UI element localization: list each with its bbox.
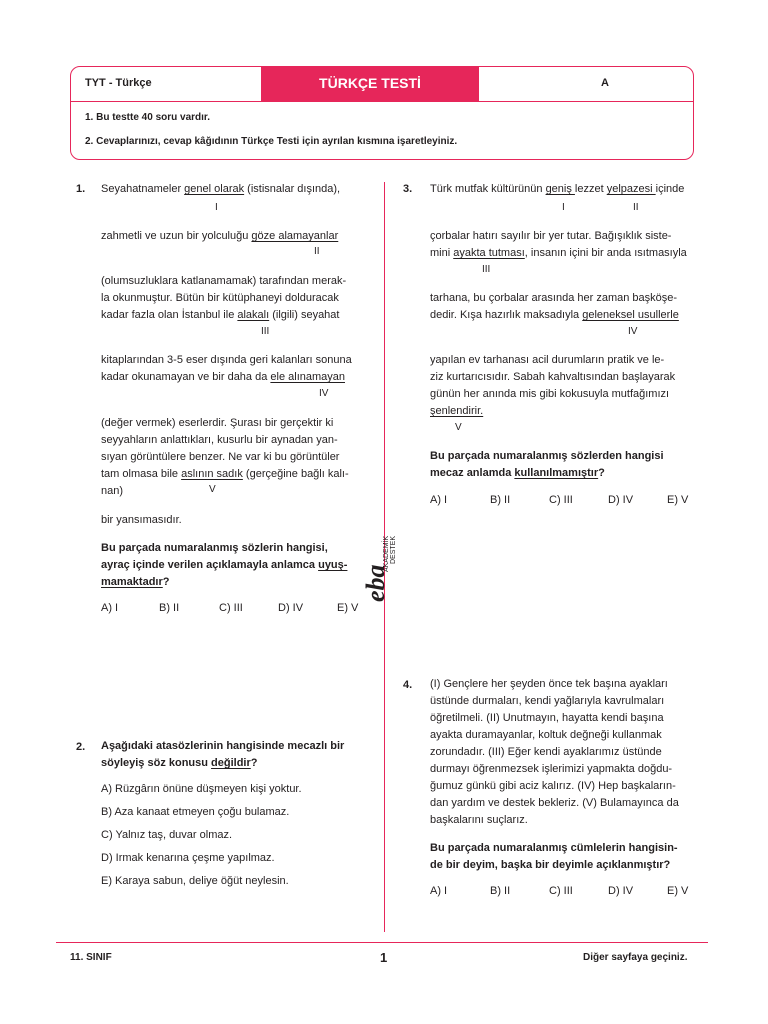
q3-line: tarhana, bu çorbalar arasında her zaman başköşe- xyxy=(430,292,678,304)
roman-numeral: III xyxy=(261,326,270,337)
q1-line: sıyan görüntülere benzer. Ne var ki bu görüntüler xyxy=(101,451,340,463)
answer-option[interactable]: E) V xyxy=(667,885,689,897)
answer-option[interactable]: E) Karaya sabun, deliye öğüt neylesin. xyxy=(101,875,289,887)
q1-line: la okunmuştur. Bütün bir kütüphaneyi dolduracak xyxy=(101,292,339,304)
roman-numeral: II xyxy=(314,246,320,257)
roman-numeral: V xyxy=(455,422,462,433)
question-number: 2. xyxy=(76,741,86,753)
q3-line: şenlendirir. xyxy=(430,405,484,417)
answer-option[interactable]: D) IV xyxy=(608,885,634,897)
q1-stem: Bu parçada numaralanmış sözlerin hangisi, xyxy=(101,542,328,554)
q3-line: Türk mutfak kültürünün geniş lezzet yelpazesi içinde xyxy=(430,183,685,195)
q1-line: (değer vermek) eserlerdir. Şurası bir gerçektir ki xyxy=(101,417,334,429)
answer-option[interactable]: C) III xyxy=(549,494,573,506)
roman-numeral: IV xyxy=(319,388,329,399)
q1-line: kitaplarından 3-5 eser dışında geri kalanları sonuna xyxy=(101,354,352,366)
logo-line-2: DESTEK xyxy=(390,535,397,564)
q1-line: bir yansımasıdır. xyxy=(101,514,182,526)
booklet-label: A xyxy=(601,77,609,89)
answer-option[interactable]: B) Aza kanaat etmeyen çoğu bulamaz. xyxy=(101,806,290,818)
grade-label: 11. SINIF xyxy=(70,952,112,963)
roman-numeral: V xyxy=(209,484,216,495)
q4-line: (I) Gençlere her şeyden önce tek başına ayakları xyxy=(430,678,668,690)
answer-option[interactable]: C) III xyxy=(549,885,573,897)
logo-mark: eba xyxy=(361,564,390,602)
q3-line: çorbalar hatırı sayılır bir yer tutar. Bağışıklık siste- xyxy=(430,230,672,242)
page-number: 1 xyxy=(380,950,388,965)
q4-line: ayakta duramayanlar, koltuk değneği kullanmak xyxy=(430,729,662,741)
answer-option[interactable]: E) V xyxy=(337,602,359,614)
instruction-1: 1. Bu testte 40 soru vardır. xyxy=(85,112,211,123)
q1-line: (olumsuzluklara katlanamamak) tarafından merak- xyxy=(101,275,347,287)
q4-line: zorundadır. (III) Eğer kendi ayaklarımız üstünde xyxy=(430,746,662,758)
q4-line: ğumuz günkü gibi aciz kalırız. (IV) Hep başkaların- xyxy=(430,780,676,792)
q3-line: mini ayakta tutması, insanın içini bir anda ısıtmasıyla xyxy=(430,247,687,259)
q4-stem: Bu parçada numaralanmış cümlelerin hangisin- xyxy=(430,842,678,854)
question-number: 3. xyxy=(403,183,413,195)
instruction-2: 2. Cevaplarınızı, cevap kâğıdının Türkçe Testi için ayrılan kısmına işaretleyiniz. xyxy=(85,136,458,147)
answer-option[interactable]: C) III xyxy=(219,602,243,614)
answer-option[interactable]: A) Rüzgârın önüne düşmeyen kişi yoktur. xyxy=(101,783,302,795)
publisher-logo xyxy=(362,512,396,604)
q3-line: günün her anında mis gibi kokusuyla mutfağımızı xyxy=(430,388,670,400)
answer-option[interactable]: A) I xyxy=(101,602,119,614)
q3-line: yapılan ev tarhanası acil durumların pratik ve le- xyxy=(430,354,665,366)
q3-line: ziz kurtarıcısıdır. Sabah kahvaltısından başlayarak xyxy=(430,371,676,383)
q1-line: Seyahatnameler genel olarak (istisnalar dışında), xyxy=(101,183,341,195)
answer-option[interactable]: B) II xyxy=(159,602,180,614)
q4-line: başkalarını suçlarız. xyxy=(430,814,528,826)
answer-option[interactable]: E) V xyxy=(667,494,689,506)
answer-option[interactable]: A) I xyxy=(430,885,448,897)
answer-option[interactable]: B) II xyxy=(490,885,511,897)
q4-stem: de bir deyim, başka bir deyimle açıklanmıştır? xyxy=(430,859,671,871)
q1-line: tam olmasa bile aslının sadık (gerçeğine bağlı kalı- xyxy=(101,468,349,480)
roman-numeral: I xyxy=(562,202,565,213)
q2-stem: Aşağıdaki atasözlerinin hangisinde mecazlı bir xyxy=(101,740,345,752)
answer-option[interactable]: D) Irmak kenarına çeşme yapılmaz. xyxy=(101,852,275,864)
q4-line: dan yardım ve destek bekleriz. (V) Bulamayınca da xyxy=(430,797,679,809)
q4-line: öğretilmeli. (II) Unutmayın, hayatta kendi başına xyxy=(430,712,664,724)
answer-option[interactable]: D) IV xyxy=(278,602,304,614)
q1-line: kadar fazla olan İstanbul ile alakalı (ilgili) seyahat xyxy=(101,309,340,321)
roman-numeral: I xyxy=(215,202,218,213)
roman-numeral: IV xyxy=(628,326,638,337)
subject-label: TYT - Türkçe xyxy=(85,77,152,89)
next-page-note: Diğer sayfaya geçiniz. xyxy=(583,952,688,963)
q1-stem: ayraç içinde verilen açıklamayla anlamca uyuş- xyxy=(101,559,348,571)
logo-line-1: AKADEMİK xyxy=(383,535,390,572)
q1-stem: mamaktadır? xyxy=(101,576,170,588)
answer-option[interactable]: C) Yalnız taş, duvar olmaz. xyxy=(101,829,233,841)
q1-line: kadar okunamayan ve bir daha da ele alınamayan xyxy=(101,371,345,383)
question-number: 1. xyxy=(76,183,86,195)
q3-line: dedir. Kışa hazırlık maksadıyla geleneksel usullerle xyxy=(430,309,679,321)
footer-divider xyxy=(56,942,708,943)
q3-stem: mecaz anlamda kullanılmamıştır? xyxy=(430,467,605,479)
roman-numeral: III xyxy=(482,264,491,275)
q1-line: zahmetli ve uzun bir yolculuğu göze alamayanlar xyxy=(101,230,339,242)
q2-stem: söyleyiş söz konusu değildir? xyxy=(101,757,258,769)
answer-option[interactable]: B) II xyxy=(490,494,511,506)
roman-numeral: II xyxy=(633,202,639,213)
question-number: 4. xyxy=(403,679,413,691)
answer-option[interactable]: D) IV xyxy=(608,494,634,506)
q1-line: seyyahların anlattıkları, kusurlu bir aynadan yan- xyxy=(101,434,338,446)
q1-line: nan) xyxy=(101,485,124,497)
q3-stem: Bu parçada numaralanmış sözlerden hangisi xyxy=(430,450,664,462)
test-header xyxy=(70,66,694,160)
q4-line: üstünde durmaları, kendi yağlarıyla kavrulmaları xyxy=(430,695,665,707)
answer-option[interactable]: A) I xyxy=(430,494,448,506)
q4-line: durmayı öğrenmezsek işlerimizi yapmakta doğdu- xyxy=(430,763,673,775)
test-title: TÜRKÇE TESTİ xyxy=(261,66,479,101)
